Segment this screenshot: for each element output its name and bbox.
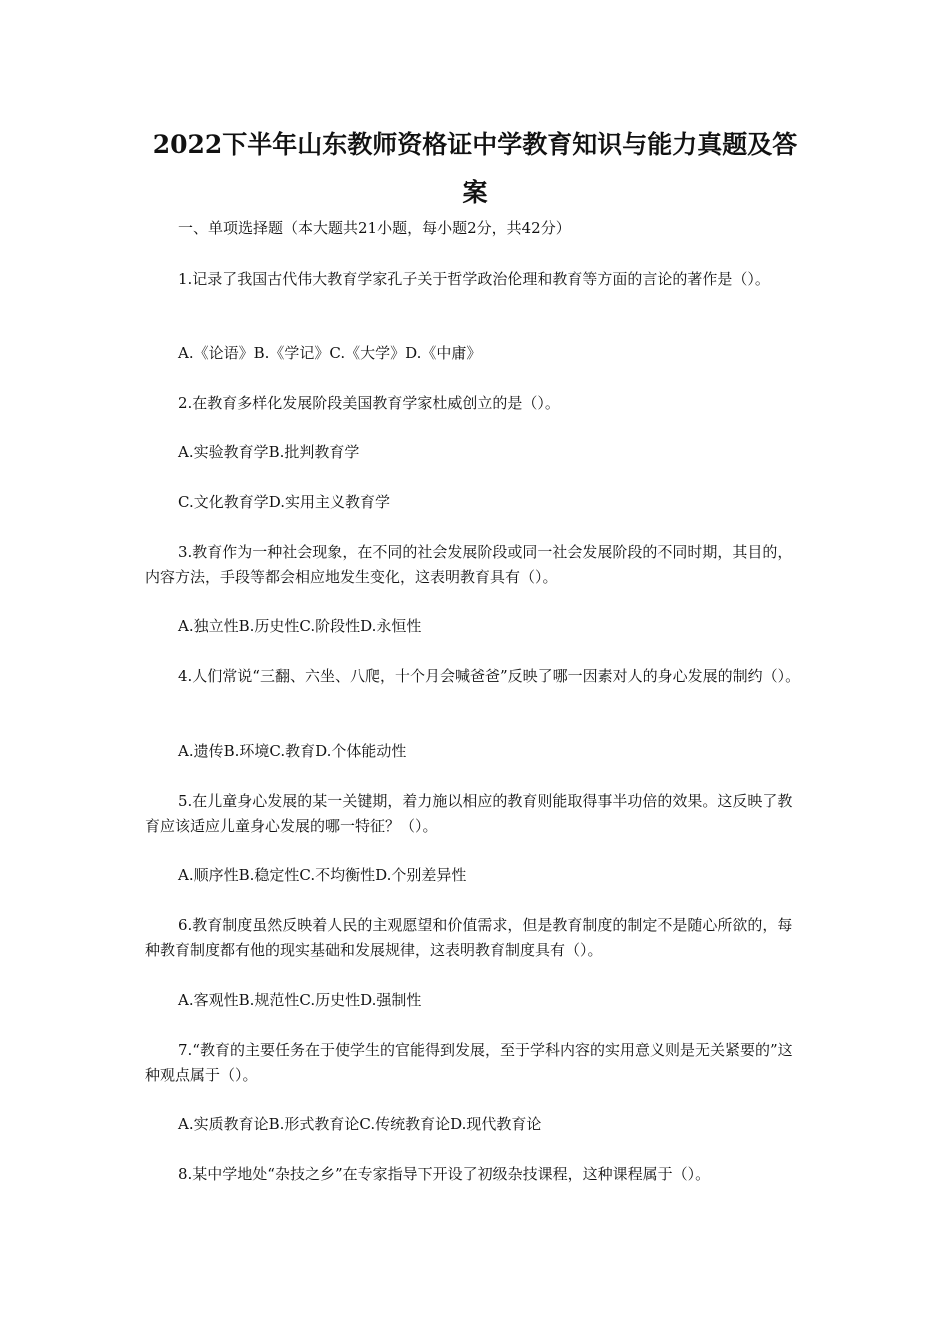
question-2-options-ab: A.实验教育学B.批判教育学: [178, 443, 360, 461]
question-5-options: A.顺序性B.稳定性C.不均衡性D.个别差异性: [178, 866, 467, 884]
question-7-stem: 7.“教育的主要任务在于使学生的官能得到发展，至于学科内容的实用意义则是无关紧要的”这种观点属于（）。: [145, 1041, 793, 1084]
question-2-stem: 2.在教育多样化发展阶段美国教育学家杜威创立的是（）。: [178, 394, 560, 412]
question-8-stem: 8.某中学地处“杂技之乡”在专家指导下开设了初级杂技课程，这种课程属于（）。: [178, 1165, 711, 1183]
question-6-stem: 6.教育制度虽然反映着人民的主观愿望和价值需求，但是教育制度的制定不是随心所欲的，每种教育制度都有他的现实基础和发展规律，这表明教育制度具有（）。: [145, 916, 793, 959]
question-4-options: A.遗传B.环境C.教育D.个体能动性: [178, 742, 407, 760]
section-header: 一、单项选择题（本大题共21小题，每小题2分，共42分）: [178, 219, 571, 237]
question-1-options: A.《论语》B.《学记》C.《大学》D.《中庸》: [178, 344, 482, 362]
question-5-stem: 5.在儿童身心发展的某一关键期，着力施以相应的教育则能取得事半功倍的效果。这反映了教育应该适应儿童身心发展的哪一特征？（）。: [145, 792, 793, 835]
question-7-options: A.实质教育论B.形式教育论C.传统教育论D.现代教育论: [178, 1115, 542, 1133]
question-4-stem: 4.人们常说“三翻、六坐、八爬，十个月会喊爸爸”反映了哪一因素对人的身心发展的制约（）。: [178, 667, 801, 685]
question-2-options-cd: C.文化教育学D.实用主义教育学: [178, 493, 390, 511]
question-3-options: A.独立性B.历史性C.阶段性D.永恒性: [178, 617, 422, 635]
question-1-stem: 1.记录了我国古代伟大教育学家孔子关于哲学政治伦理和教育等方面的言论的著作是（）。: [178, 270, 770, 288]
document-title-line-2: 案: [462, 178, 488, 207]
question-6-options: A.客观性B.规范性C.历史性D.强制性: [178, 991, 422, 1009]
document-title-line-1: 2022下半年山东教师资格证中学教育知识与能力真题及答: [152, 130, 798, 159]
question-3-stem: 3.教育作为一种社会现象，在不同的社会发展阶段或同一社会发展阶段的不同时期，其目的，内容方法，手段等都会相应地发生变化，这表明教育具有（）。: [145, 543, 793, 586]
